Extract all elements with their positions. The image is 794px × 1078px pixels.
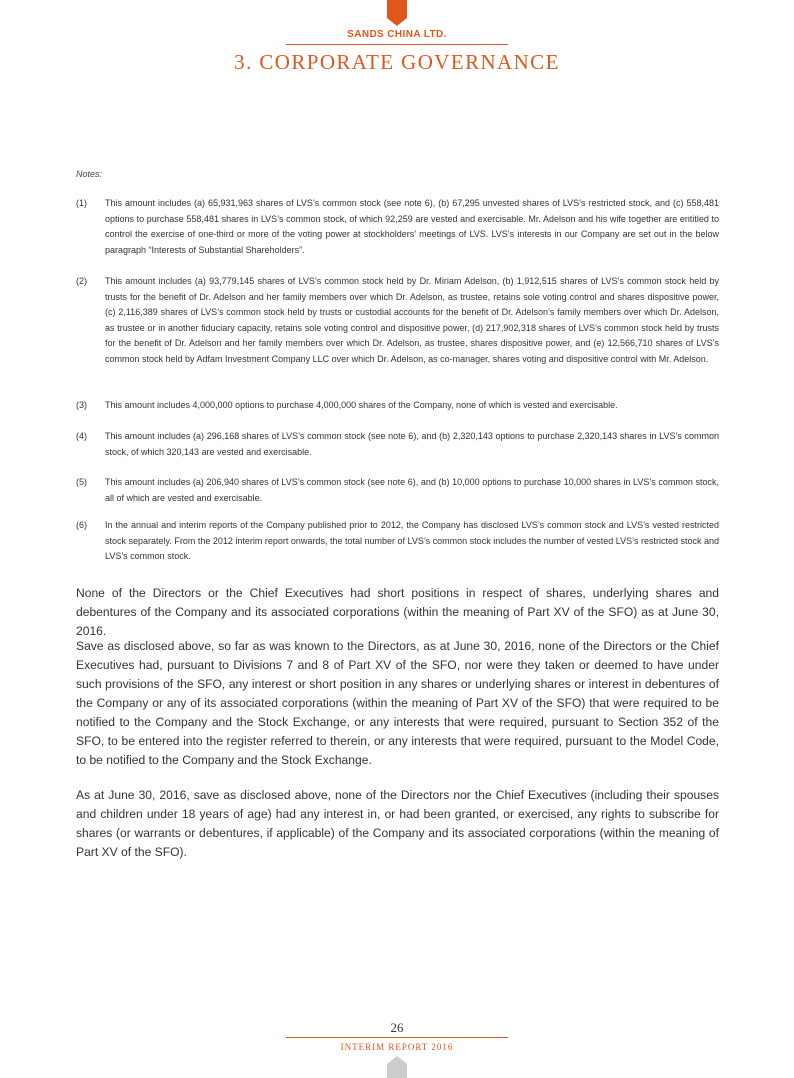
note-item [76,429,719,460]
note-item [76,518,719,565]
company-name: SANDS CHINA LTD. [347,29,447,40]
note-item [76,398,719,414]
note-text: In the annual and interim reports of the Company published prior to 2012, the Company has disclosed LVS’s common stock and LVS’s vested restricted stock separately. From the 2012 interim report onwards, the total number of LVS’s common stock includes the number of vested LVS’s restricted stock and LVS’s common stock. [105,520,719,562]
page-title: 3. CORPORATE GOVERNANCE [234,50,560,74]
note-text: This amount includes (a) 93,779,145 shares of LVS’s common stock held by Dr. Miriam Adelson, (b) 1,912,515 shares of LVS’s common stock held by trusts for the benefit of Dr. Adelson and her family members over which Dr. Adelson, as trustee, retains sole voting control and shares dispositive power, (c) 2,116,389 shares of LVS’s common stock held by trusts or custodial accounts for the benefit of Dr. Adelson’s family members over which Dr. Adelson, as trustee or in another fiduciary capacity, retains sole voting control and dispositive power, (d) 217,902,318 shares of LVS’s common stock held by trusts for the benefit of Dr. Adelson and her family members over which Dr. Adelson, as trustee, shares dispositive power, and (e) 12,566,710 shares of LVS’s common stock held by Adfam Investment Company LLC over which Dr. Adelson, as co-manager, shares voting and dispositive control with Mr. Adelson. [105,276,719,364]
note-item [76,475,719,506]
note-item [76,274,719,368]
note-text: This amount includes 4,000,000 options to purchase 4,000,000 shares of the Company, none of which is vested and exercisable. [105,400,618,410]
note-number: (5) [76,477,87,487]
header-tab-marker [387,0,407,26]
note-number: (3) [76,400,87,410]
body-paragraph: As at June 30, 2016, save as disclosed above, none of the Directors nor the Chief Executives (including their spouses and children under 18 years of age) had any interest in, or had been granted, or exercised, any rights to subscribe for shares (or warrants or debentures, if applicable) of the Company and its associated corporations (within the meaning of Part XV of the SFO). [76,788,719,859]
note-number: (4) [76,431,87,441]
note-number: (1) [76,198,87,208]
report-title: INTERIM REPORT 2016 [340,1042,454,1052]
note-number: (6) [76,520,87,530]
notes-label: Notes: [76,169,103,179]
header-divider [286,44,508,45]
body-paragraph: Save as disclosed above, so far as was known to the Directors, as at June 30, 2016, none of the Directors or the Chief Executives had, pursuant to Divisions 7 and 8 of Part XV of the SFO, nor were they taken or deemed to have under such provisions of the SFO, any interest or short position in any shares or underlying shares or interest in debentures of the Company or any of its associated corporations (within the meaning of Part XV of the SFO) that were required to be notified to the Company and the Stock Exchange, or any interests that were required, pursuant to Section 352 of the SFO, to be entered into the register referred to therein, or any interests that were required, pursuant to the Model Code, to be notified to the Company and the Stock Exchange. [76,639,719,767]
note-item [76,196,719,258]
note-text: This amount includes (a) 65,931,963 shares of LVS’s common stock (see note 6), (b) 67,295 unvested shares of LVS’s restricted stock, and (c) 558,481 options to purchase 558,481 shares in LVS’s common stock, of which 92,259 are vested and exercisable. Mr. Adelson and his wife together are entitled to control the exercise of one-third or more of the voting power at stockholders’ meetings of LVS. LVS’s interests in our Company are set out in the below paragraph “Interests of Substantial Shareholders”. [105,198,719,255]
note-text: This amount includes (a) 206,940 shares of LVS’s common stock (see note 6), and (b) 10,000 options to purchase 10,000 shares in LVS’s common stock, all of which are vested and exercisable. [105,477,719,503]
page-number: 26 [390,1020,404,1035]
note-text: This amount includes (a) 296,168 shares of LVS’s common stock (see note 6), and (b) 2,320,143 options to purchase 2,320,143 shares in LVS’s common stock, of which 320,143 are vested and exercisable. [105,431,719,457]
footer-divider [286,1037,508,1038]
footer-tab-marker [387,1056,407,1078]
note-number: (2) [76,276,87,286]
body-paragraph: None of the Directors or the Chief Executives had short positions in respect of shares, underlying shares and debentures of the Company and its associated corporations (within the meaning of Part XV of the SFO) as at June 30, 2016. [76,586,719,638]
